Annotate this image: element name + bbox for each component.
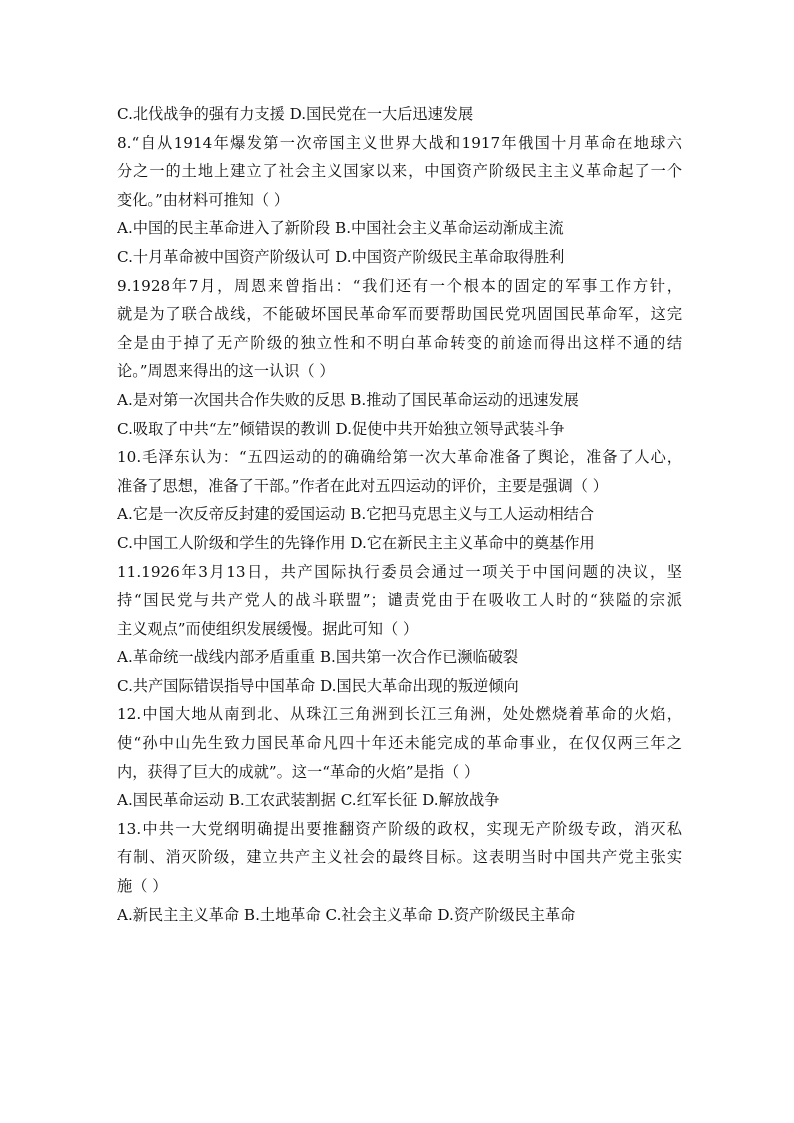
option-line-q8-cd: C.十月革命被中国资产阶级认可 D.中国资产阶级民主革命取得胜利 [117, 247, 565, 266]
question-12-line-2: 使“孙中山先生致力国民革命凡四十年还未能完成的革命事业，在仅仅两三年之 [117, 734, 682, 753]
question-9-line-2: 就是为了联合战线，不能破坏国民革命军而要帮助国民党巩固国民革命军，这完 [117, 305, 682, 324]
question-8-line-2: 分之一的土地上建立了社会主义国家以来，中国资产阶级民主主义革命起了一个 [117, 162, 682, 181]
question-12-line-1: 12.中国大地从南到北、从珠江三角洲到长江三角洲，处处燃烧着革命的火焰， [117, 705, 682, 724]
option-line-q11-ab: A.革命统一战线内部矛盾重重 B.国共第一次合作已濒临破裂 [117, 648, 519, 667]
option-line-q12: A.国民革命运动 B.工农武装割据 C.红军长征 D.解放战争 [117, 791, 500, 810]
question-9-line-1: 9.1928年7月，周恩来曾指出：“我们还有一个根本的固定的军事工作方针， [117, 276, 682, 295]
option-line-q10-ab: A.它是一次反帝反封建的爱国运动 B.它把马克思主义与工人运动相结合 [117, 505, 595, 524]
option-line-q8-ab: A.中国的民主革命进入了新阶段 B.中国社会主义革命运动渐成主流 [117, 219, 564, 238]
question-8-line-3: 变化。”由材料可推知（ ） [117, 190, 290, 209]
option-line-q11-cd: C.共产国际错误指导中国革命 D.国民大革命出现的叛逆倾向 [117, 676, 519, 695]
option-line-q10-cd: C.中国工人阶级和学生的先锋作用 D.它在新民主主义革命中的奠基作用 [117, 533, 595, 552]
question-8-line-1: 8.“自从1914年爆发第一次帝国主义世界大战和1917年俄国十月革命在地球六 [117, 133, 682, 152]
question-9-line-4: 论。”周恩来得出的这一认识（ ） [117, 362, 335, 381]
question-12-line-3: 内，获得了巨大的成就”。这一“革命的火焰”是指（ ） [117, 762, 480, 781]
question-10-line-1: 10.毛泽东认为：“五四运动的的确确给第一次大革命准备了舆论，准备了人心， [117, 448, 682, 467]
question-11-line-2: 持“国民党与共产党人的战斗联盟”；谴责党由于在吸收工人时的“狭隘的宗派 [117, 591, 682, 610]
option-line-q7-cd: C.北伐战争的强有力支援 D.国民党在一大后迅速发展 [117, 105, 474, 123]
question-13-line-1: 13.中共一大党纲明确提出要推翻资产阶级的政权，实现无产阶级专政，消灭私 [117, 819, 682, 838]
option-line-q9-cd: C.吸取了中共“左”倾错误的教训 D.促使中共开始独立领导武装斗争 [117, 419, 565, 438]
question-10-line-2: 准备了思想，准备了干部。”作者在此对五四运动的评价，主要是强调（ ） [117, 476, 608, 495]
question-11-line-1: 11.1926年3月13日，共产国际执行委员会通过一项关于中国问题的决议，坚 [117, 562, 682, 581]
question-11-line-3: 主义观点”而使组织发展缓慢。据此可知（ ） [117, 619, 419, 638]
document-page [117, 100, 682, 929]
option-line-q9-ab: A.是对第一次国共合作失败的反思 B.推动了国民革命运动的迅速发展 [117, 390, 579, 409]
option-line-q13: A.新民主主义革命 B.土地革命 C.社会主义革命 D.资产阶级民主革命 [117, 905, 576, 924]
question-13-line-2: 有制、消灭阶级，建立共产主义社会的最终目标。这表明当时中国共产党主张实 [117, 848, 682, 867]
question-13-line-3: 施（ ） [117, 877, 168, 896]
question-9-line-3: 全是由于掉了无产阶级的独立性和不明白革命转变的前途而得出这样不通的结 [117, 333, 682, 352]
